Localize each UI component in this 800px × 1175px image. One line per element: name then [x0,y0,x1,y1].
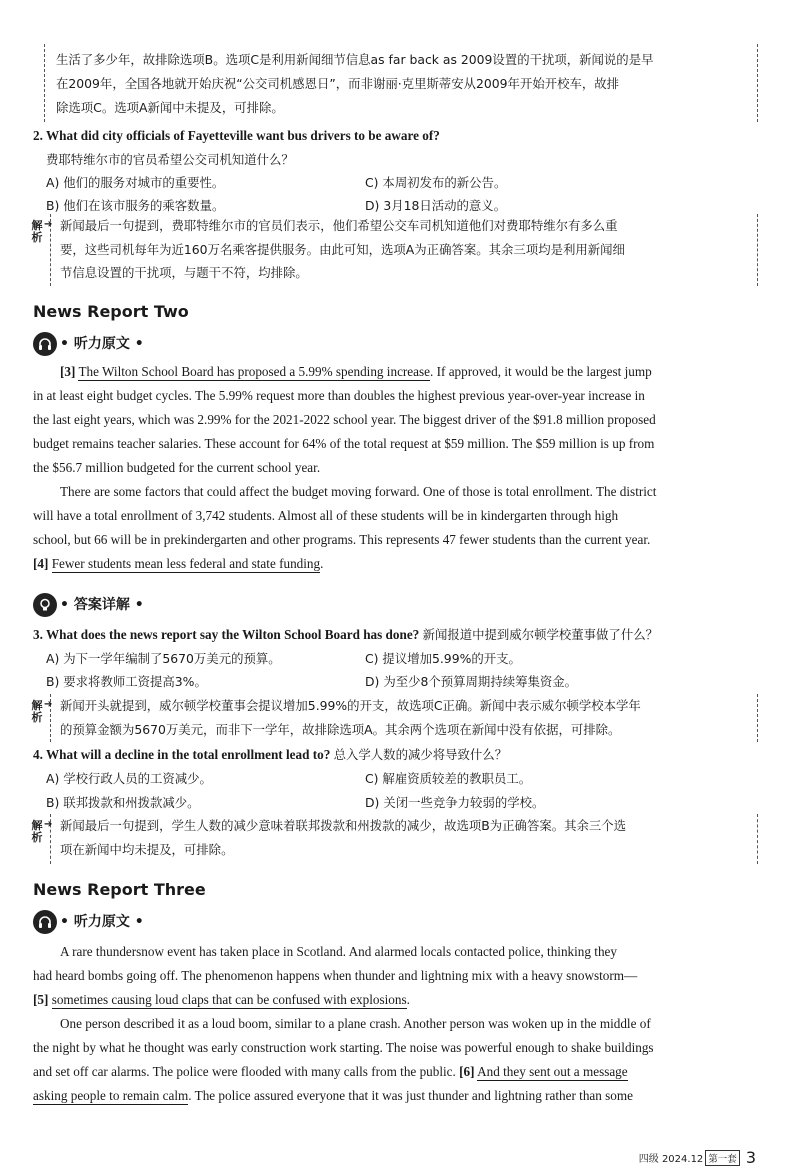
section-title-report-two: News Report Two [33,302,189,321]
option-2a: A) 他们的服务对城市的重要性。 [46,175,225,190]
arrow-icon: ➔ [44,699,53,710]
option-2d: D) 3月18日活动的意义。 [365,198,507,213]
analysis-line: 生活了多少年，故排除选项B。选项C是利用新闻细节信息as far back as 2009设置的干扰项，新闻说的是早 [56,52,654,67]
transcript-line [33,1086,633,1106]
analysis-line: 节信息设置的干扰项，与题干不符，均排除。 [60,265,308,280]
analysis-tag [31,820,43,844]
answer-mark: [6] [459,1064,475,1079]
transcript-line: had heard bombs going off. The phenomenon happens when thunder and lightning mix with a heavy snowstorm— [33,968,638,983]
underlined-answer: asking people to remain calm [33,1088,189,1103]
question-4 [33,745,507,765]
headphones-icon [33,332,57,356]
page-footer [639,1148,756,1167]
listening-script-label: • 听力原文 • [60,914,144,930]
answer-mark: [3] [60,364,76,379]
analysis-tag [31,220,43,244]
transcript-text: . [406,992,410,1007]
transcript-line: One person described it as a loud boom, similar to a plane crash. Another person was woken up in the middle of [60,1016,651,1031]
analysis-line: 除选项C。选项A新闻中未提及，可排除。 [56,100,284,115]
option-2c: C) 本周初发布的新公告。 [365,175,507,190]
answers-detail-label: • 答案详解 • [60,597,144,613]
question-3 [33,625,658,645]
exam-label: 四级 2024.12 [638,1154,704,1165]
transcript-text: . The police assured everyone that it was just thunder and lightning rather than some [188,1088,633,1103]
headphones-icon [33,910,57,934]
transcript-line: There are some factors that could affect the budget moving forward. One of those is total enrollment. The district [60,484,657,499]
transcript-line: budget remains teacher salaries. These account for 64% of the total request at $59 million. The $59 million is up from [33,436,655,451]
analysis-tag-text: 解析 [31,699,43,724]
underlined-answer: The Wilton School Board has proposed a 5.99% spending increase [78,364,431,379]
option-4b: B) 联邦拨款和州拨款减少。 [46,795,200,810]
option-4d: D) 关闭一些竞争力较弱的学校。 [365,795,545,810]
transcript-line: the night by what he thought was early construction work starting. The noise was powerful enough to shake buildings [33,1040,654,1055]
analysis-tag [31,700,43,724]
analysis-tag-text: 解析 [31,819,43,844]
listening-script-label: • 听力原文 • [60,336,144,352]
analysis-line: 新闻开头就提到，威尔顿学校董事会提议增加5.99%的开支，故选项C正确。新闻中表示威尔顿学校本学年 [60,698,641,713]
transcript-line: will have a total enrollment of 3,742 students. Almost all of these students will be in kindergarten through high [33,508,619,523]
transcript-text: . If approved, it would be the largest jump [430,364,652,379]
option-3c: C) 提议增加5.99%的开支。 [365,651,521,666]
arrow-icon: ➔ [44,819,53,830]
question-2: 2. What did city officials of Fayetteville want bus drivers to be aware of? [33,128,440,143]
transcript-line: the last eight years, which was 2.99% for the 2021-2022 school year. The biggest driver of the $91.8 million proposed [33,412,656,427]
analysis-line: 的预算金额为5670万美元，而非下一学年，故排除选项A。其余两个选项在新闻中没有依据，可排除。 [60,722,621,737]
transcript-line-mark-6 [33,1062,628,1082]
transcript-line: school, but 66 will be in prekindergarten and other programs. This represents 47 fewer students than the current year. [33,532,651,547]
transcript-line-mark-4 [33,554,323,574]
option-3a: A) 为下一学年编制了5670万美元的预算。 [46,651,281,666]
analysis-line: 新闻最后一句提到，学生人数的减少意味着联邦拨款和州拨款的减少，故选项B为正确答案。其余三个选 [60,818,627,833]
analysis-line: 项在新闻中均未提及，可排除。 [60,842,234,857]
option-4a: A) 学校行政人员的工资减少。 [46,771,212,786]
underlined-answer: sometimes causing loud claps that can be confused with explosions [51,992,407,1007]
set-label: 第一套 [705,1150,740,1166]
page-number: 3 [745,1148,756,1167]
transcript-text: and set off car alarms. The police were flooded with many calls from the public. [33,1064,460,1079]
transcript-line: A rare thundersnow event has taken place in Scotland. And alarmed locals contacted police, thinking they [60,944,617,959]
arrow-icon: ➔ [44,219,53,230]
transcript-line: in at least eight budget cycles. The 5.99% request more than doubles the highest previous year-over-year increase in [33,388,645,403]
transcript-line: the $56.7 million budgeted for the current school year. [33,460,321,475]
transcript-line-mark-5 [33,990,410,1010]
question-3-text: 3. What does the news report say the Wilton School Board has done? [33,627,420,642]
transcript-line-mark-3 [60,362,652,382]
question-2-translation: 费耶特维尔市的官员希望公交司机知道什么？ [46,152,294,167]
option-4c: C) 解雇资质较差的教职员工。 [365,771,532,786]
underlined-answer: Fewer students mean less federal and state funding [51,556,321,571]
answer-mark: [4] [33,556,49,571]
analysis-tag-text: 解析 [31,219,43,244]
answer-mark: [5] [33,992,49,1007]
option-3b: B) 要求将教师工资提高3%。 [46,674,207,689]
question-4-translation: 总入学人数的减少将导致什么？ [333,747,508,762]
analysis-line: 在2009年，全国各地就开始庆祝“公交司机感恩日”，而非谢丽·克里斯蒂安从2009年开始开校车，故排 [56,76,620,91]
option-2b: B) 他们在该市服务的乘客数量。 [46,198,225,213]
underlined-answer: And they sent out a message [477,1064,628,1079]
option-3d: D) 为至少8个预算周期持续筹集资金。 [365,674,578,689]
lightbulb-icon [33,593,57,617]
question-3-translation: 新闻报道中提到威尔顿学校董事做了什么？ [422,627,658,642]
question-4-text: 4. What will a decline in the total enrollment lead to? [33,747,331,762]
analysis-line: 要，这些司机每年为近160万名乘客提供服务。由此可知，选项A为正确答案。其余三项均是利用新闻细 [60,242,625,257]
analysis-line: 新闻最后一句提到，费耶特维尔市的官员们表示，他们希望公交车司机知道他们对费耶特维尔有多么重 [60,218,618,233]
transcript-text: . [320,556,324,571]
section-title-report-three: News Report Three [33,880,206,899]
